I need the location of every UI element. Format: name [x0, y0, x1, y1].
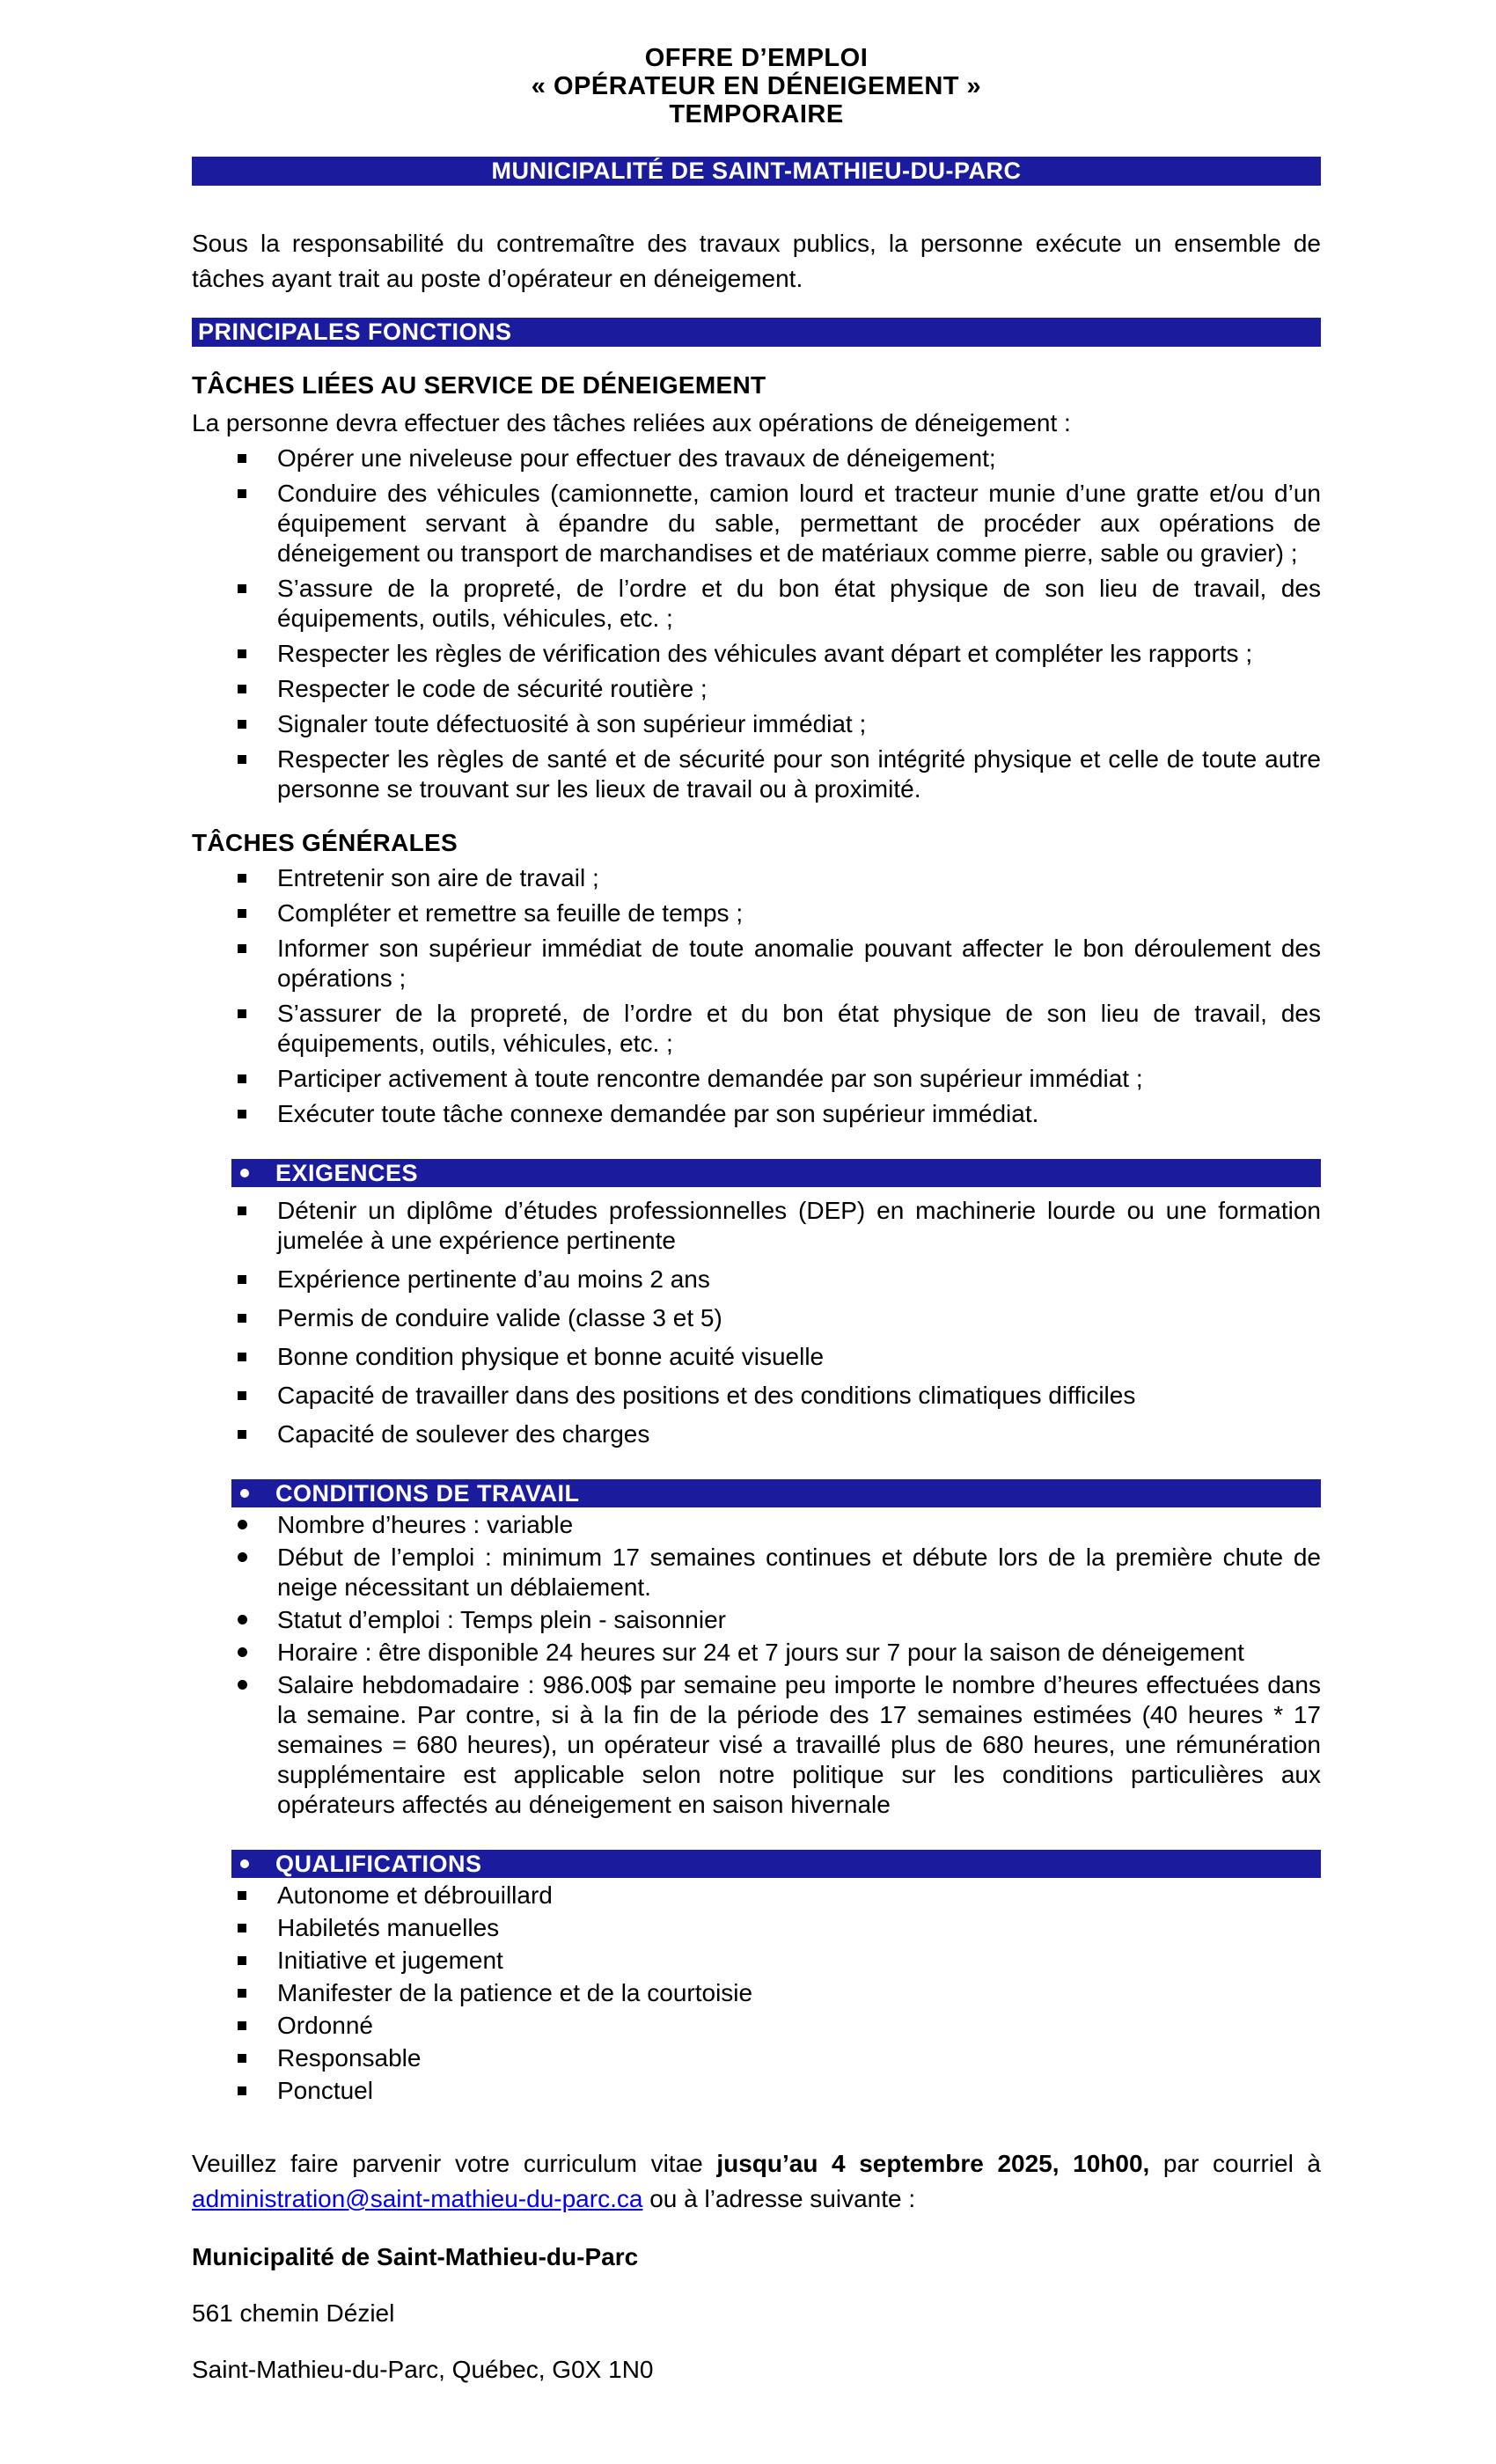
exigences-list — [192, 1196, 1321, 1449]
requirement-item-text: Bonne condition physique et bonne acuité visuelle — [277, 1343, 825, 1370]
task-item — [192, 639, 1321, 669]
round-bullet-icon — [238, 1552, 247, 1562]
task-item — [192, 1064, 1321, 1094]
square-bullet-icon — [238, 874, 246, 883]
doc-title-line-3: TEMPORAIRE — [669, 100, 844, 128]
application-instructions — [192, 2146, 1321, 2217]
square-bullet-icon — [238, 755, 246, 764]
square-bullet-icon — [238, 1989, 246, 1998]
square-bullet-icon — [238, 720, 246, 729]
square-bullet-icon — [238, 649, 246, 658]
requirement-item-text: Capacité de soulever des charges — [277, 1420, 650, 1448]
round-bullet-icon — [238, 1520, 247, 1529]
task-item — [192, 674, 1321, 704]
taches-generales-list — [192, 863, 1321, 1129]
banner-bullet-icon — [240, 1169, 249, 1177]
requirement-item-text: Permis de conduire valide (classe 3 et 5) — [277, 1304, 722, 1331]
requirement-item — [192, 1196, 1321, 1256]
intro-paragraph: Sous la responsabilité du contremaître des travaux publics, la personne exécute un ensemble de tâches ayant trait au poste d’opérateur en déneigement. — [192, 230, 1321, 292]
qualification-item — [192, 1978, 1321, 2008]
condition-item-text: Début de l’emploi : minimum 17 semaines continues et débute lors de la première chute de neige nécessitant un déblaiement. — [277, 1544, 1321, 1601]
qualification-item — [192, 2043, 1321, 2073]
qualification-item-text: Ordonné — [277, 2012, 373, 2039]
task-item-text: Respecter le code de sécurité routière ; — [277, 675, 708, 702]
address-line-2: Saint-Mathieu-du-Parc, Québec, G0X 1N0 — [192, 2356, 654, 2383]
municipality-banner: MUNICIPALITÉ DE SAINT-MATHIEU-DU-PARC — [192, 157, 1321, 186]
square-bullet-icon — [238, 1009, 246, 1018]
square-bullet-icon — [238, 685, 246, 693]
requirement-item-text: Expérience pertinente d’au moins 2 ans — [277, 1265, 710, 1293]
address-line-1: 561 chemin Déziel — [192, 2299, 395, 2327]
qualifications-list — [192, 1881, 1321, 2106]
round-bullet-icon — [238, 1615, 247, 1624]
requirement-item-text: Détenir un diplôme d’études professionnelles (DEP) en machinerie lourde ou une formation jumelée à une expérience pertinente — [277, 1197, 1321, 1254]
task-item-text: Respecter les règles de santé et de sécurité pour son intégrité physique et celle de toute autre personne se trouvant sur les lieux de travail ou à proximité. — [277, 745, 1321, 803]
square-bullet-icon — [238, 1275, 246, 1284]
task-item — [192, 744, 1321, 804]
task-item-text: Compléter et remettre sa feuille de temps ; — [277, 899, 744, 927]
task-item-text: Exécuter toute tâche connexe demandée par son supérieur immédiat. — [277, 1100, 1039, 1127]
requirement-item — [192, 1265, 1321, 1294]
requirement-item — [192, 1381, 1321, 1411]
qualifications-banner-label: QUALIFICATIONS — [275, 1851, 482, 1877]
task-item — [192, 863, 1321, 893]
task-item-text: S’assurer de la propreté, de l’ordre et du bon état physique de son lieu de travail, des équipements, outils, véhicules, etc. ; — [277, 1000, 1321, 1057]
closing-mid-text: par courriel à — [1149, 2150, 1321, 2177]
square-bullet-icon — [238, 584, 246, 593]
condition-item-text: Salaire hebdomadaire : 986.00$ par semaine peu importe le nombre d’heures effectuées dans la semaine. Par contre, si à la fin de la période des 17 semaines estimées (40 heures * 17 semaines = 680 heures), un opérateur visé a travaillé plus de 680 heures, une rémunération supplémentaire est applicable selon notre politique sur les conditions particulières aux opérateurs affectés au déneigement en saison hivernale — [277, 1671, 1321, 1818]
conditions-travail-banner — [231, 1479, 1321, 1507]
taches-deneigement-intro: La personne devra effectuer des tâches reliées aux opérations de déneigement : — [192, 409, 1071, 436]
document-header — [192, 44, 1321, 128]
square-bullet-icon — [238, 1110, 246, 1118]
square-bullet-icon — [238, 1074, 246, 1083]
heading-taches-generales: TÂCHES GÉNÉRALES — [192, 829, 458, 856]
task-item — [192, 898, 1321, 928]
principales-fonctions-banner: PRINCIPALES FONCTIONS — [192, 318, 1321, 347]
round-bullet-icon — [238, 1680, 247, 1690]
closing-tail-text: ou à l’adresse suivante : — [642, 2185, 916, 2212]
requirement-item — [192, 1303, 1321, 1333]
qualification-item — [192, 1913, 1321, 1943]
condition-item — [192, 1605, 1321, 1635]
task-item-text: Opérer une niveleuse pour effectuer des travaux de déneigement; — [277, 444, 996, 472]
qualification-item-text: Ponctuel — [277, 2077, 373, 2104]
task-item-text: Respecter les règles de vérification des véhicules avant départ et compléter les rapports ; — [277, 640, 1253, 667]
exigences-banner-label: EXIGENCES — [275, 1160, 419, 1186]
square-bullet-icon — [238, 1891, 246, 1900]
round-bullet-icon — [238, 1647, 247, 1657]
square-bullet-icon — [238, 909, 246, 918]
square-bullet-icon — [238, 489, 246, 498]
square-bullet-icon — [238, 1353, 246, 1361]
qualifications-banner — [231, 1850, 1321, 1878]
square-bullet-icon — [238, 2054, 246, 2063]
task-item — [192, 479, 1321, 568]
square-bullet-icon — [238, 1391, 246, 1400]
square-bullet-icon — [238, 1956, 246, 1965]
condition-item — [192, 1510, 1321, 1540]
qualification-item-text: Autonome et débrouillard — [277, 1881, 553, 1909]
heading-taches-deneigement: TÂCHES LIÉES AU SERVICE DE DÉNEIGEMENT — [192, 371, 766, 399]
task-item-text: Signaler toute défectuosité à son supérieur immédiat ; — [277, 710, 867, 737]
task-item-text: Entretenir son aire de travail ; — [277, 864, 599, 891]
task-item — [192, 999, 1321, 1059]
requirement-item — [192, 1342, 1321, 1372]
page-content — [192, 44, 1321, 2410]
qualification-item-text: Initiative et jugement — [277, 1947, 503, 1974]
condition-item-text: Statut d’emploi : Temps plein - saisonnier — [277, 1606, 726, 1633]
taches-deneigement-list — [192, 444, 1321, 804]
condition-item-text: Nombre d’heures : variable — [277, 1511, 574, 1538]
application-deadline: jusqu’au 4 septembre 2025, 10h00, — [716, 2150, 1150, 2177]
email-link[interactable]: administration@saint-mathieu-du-parc.ca — [192, 2185, 643, 2212]
square-bullet-icon — [238, 944, 246, 953]
condition-item-text: Horaire : être disponible 24 heures sur 24 et 7 jours sur 7 pour la saison de déneigement — [277, 1639, 1244, 1666]
square-bullet-icon — [238, 1924, 246, 1932]
organization-name: Municipalité de Saint-Mathieu-du-Parc — [192, 2243, 639, 2270]
conditions-travail-list — [192, 1510, 1321, 1820]
closing-lead-text: Veuillez faire parvenir votre curriculum vitae — [192, 2150, 717, 2177]
qualification-item — [192, 1946, 1321, 1976]
task-item-text: S’assure de la propreté, de l’ordre et du bon état physique de son lieu de travail, des équipements, outils, véhicules, etc. ; — [277, 575, 1321, 632]
square-bullet-icon — [238, 1206, 246, 1215]
square-bullet-icon — [238, 2021, 246, 2030]
task-item-text: Informer son supérieur immédiat de toute anomalie pouvant affecter le bon déroulement des opérations ; — [277, 935, 1321, 992]
qualification-item — [192, 2076, 1321, 2106]
doc-title-line-1: OFFRE D’EMPLOI — [644, 44, 869, 72]
square-bullet-icon — [238, 454, 246, 463]
square-bullet-icon — [238, 2086, 246, 2095]
task-item — [192, 1099, 1321, 1129]
condition-item — [192, 1543, 1321, 1602]
qualification-item-text: Manifester de la patience et de la courtoisie — [277, 1979, 753, 2006]
qualification-item-text: Habiletés manuelles — [277, 1914, 500, 1941]
qualification-item — [192, 2011, 1321, 2041]
task-item — [192, 574, 1321, 634]
square-bullet-icon — [238, 1314, 246, 1323]
requirement-item — [192, 1419, 1321, 1449]
doc-title-line-2: « OPÉRATEUR EN DÉNEIGEMENT » — [531, 72, 982, 100]
task-item — [192, 709, 1321, 739]
conditions-travail-banner-label: CONDITIONS DE TRAVAIL — [275, 1480, 580, 1507]
qualification-item-text: Responsable — [277, 2044, 422, 2072]
task-item-text: Conduire des véhicules (camionnette, camion lourd et tracteur munie d’une gratte et/ou d’un équipement servant à épandre du sable, permettant de procéder aux opérations de déneigement ou transport de marchandises et de matériaux comme pierre, sable ou gravier) ; — [277, 480, 1321, 567]
banner-bullet-icon — [240, 1859, 249, 1868]
condition-item — [192, 1638, 1321, 1668]
qualification-item — [192, 1881, 1321, 1910]
square-bullet-icon — [238, 1430, 246, 1439]
task-item-text: Participer activement à toute rencontre demandée par son supérieur immédiat ; — [277, 1065, 1143, 1092]
requirement-item-text: Capacité de travailler dans des positions et des conditions climatiques difficiles — [277, 1382, 1136, 1409]
task-item — [192, 934, 1321, 994]
banner-bullet-icon — [240, 1489, 249, 1498]
condition-item — [192, 1670, 1321, 1820]
task-item — [192, 444, 1321, 473]
exigences-banner — [231, 1159, 1321, 1187]
